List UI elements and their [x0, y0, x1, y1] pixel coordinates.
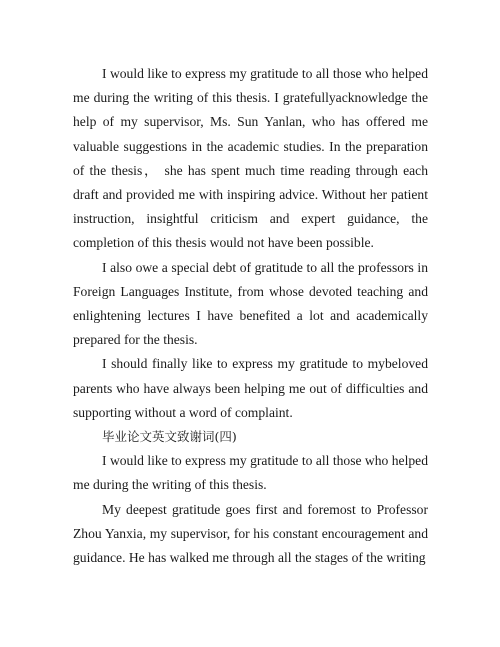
paragraph-deepest-gratitude: My deepest gratitude goes first and foremost to Professor Zhou Yanxia, my supervisor, for his constant encouragement and guidance. He has walked me through all the stages of the writing: [73, 501, 428, 566]
paragraph-acknowledgement-parents: I should finally like to express my gratitude to mybeloved parents who have always been helping me out of difficulties and supporting without a word of complaint.: [73, 356, 428, 420]
paragraph-acknowledgement-professors: I also owe a special debt of gratitude to all the professors in Foreign Languages Institute, from whose devoted teaching and enlightening lectures I have benefited a lot and academically prepared for the thesis.: [73, 259, 428, 348]
section-heading: 毕业论文英文致谢词(四): [102, 429, 237, 445]
paragraph-opening: I would like to express my gratitude to all those who helped me during the writing of this thesis.: [73, 453, 428, 493]
paragraph-acknowledgement-supervisor: I would like to express my gratitude to all those who helped me during the writing of this thesis. I gratefullyacknowledge the help of my supervisor, Ms. Sun Yanlan, who has offered me valuable suggestions in the academic studies. In the preparation of the thesis， she has spent much time reading through each draft and provided me with inspiring advice. Without her patient instruction, insightful criticism and expert guidance, the completion of this thesis would not have been possible.: [73, 66, 428, 251]
document-body: [73, 62, 428, 570]
